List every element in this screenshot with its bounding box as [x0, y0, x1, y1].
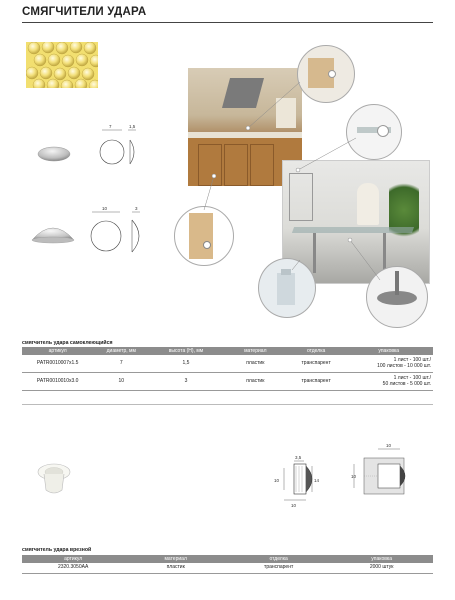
section2-table	[22, 555, 433, 574]
cell-article: 2320.3050АА	[22, 563, 124, 574]
section2-title: смягчитель удара врезной	[22, 547, 92, 553]
col-finish: отделка	[227, 555, 330, 563]
col-material: материал	[124, 555, 227, 563]
cell-package: 2000 штук	[330, 563, 433, 574]
dim-small-width: 7	[109, 124, 112, 129]
cell-finish: трaнспарент	[288, 355, 345, 373]
col-article: артикул	[22, 347, 93, 355]
dim-r2-diam: 10	[351, 474, 357, 479]
cell-material: пластик	[124, 563, 227, 574]
package-line-1: 1 лист - 100 шт./	[393, 356, 431, 363]
dim-r1-top: 3,5	[295, 455, 302, 460]
section-divider	[22, 404, 433, 405]
dim-small-height: 1,5	[129, 124, 136, 129]
cell-finish: транспарент	[288, 373, 345, 391]
section1-table	[22, 347, 433, 391]
col-height: высота (Н), мм	[149, 347, 223, 355]
cell-material: пластик	[223, 355, 288, 373]
col-article: артикул	[22, 555, 124, 563]
col-package: упаковка	[344, 347, 433, 355]
cell-finish: транспарент	[227, 563, 330, 574]
cell-height: 3	[149, 373, 223, 391]
package-line-2: 100 листов - 10 000 шт.	[377, 362, 431, 369]
cell-material: пластик	[223, 373, 288, 391]
section2-header-row	[22, 555, 433, 563]
recessed-drawing-left	[264, 452, 326, 515]
cell-article: PATR0010007х1.5	[22, 355, 93, 373]
col-material: материал	[223, 347, 288, 355]
cell-height: 1,5	[149, 355, 223, 373]
package-line-2: 50 листов - 5 000 шт.	[382, 380, 431, 387]
dim-r2-top: 10	[386, 443, 392, 448]
cell-package	[344, 373, 433, 391]
col-finish: отделка	[288, 347, 345, 355]
table-row	[22, 373, 433, 391]
section1-header-row	[22, 347, 433, 355]
page-title: СМЯГЧИТЕЛИ УДАРА	[22, 6, 147, 18]
cell-package	[344, 355, 433, 373]
table-row	[22, 563, 433, 574]
dim-r1-diam2: 14	[314, 478, 320, 483]
cell-diameter: 10	[93, 373, 149, 391]
recessed-drawing-right	[350, 440, 422, 511]
col-package: упаковка	[330, 555, 433, 563]
recessed-bumper-photo	[34, 460, 74, 505]
section1-title: смягчитель удара самоклеющийся	[22, 340, 113, 346]
cell-article: PATR0010010х3.0	[22, 373, 93, 391]
dim-r1-diam1: 10	[274, 478, 280, 483]
col-diameter: диаметр, мм	[93, 347, 149, 355]
table-row	[22, 355, 433, 373]
cell-diameter: 7	[93, 355, 149, 373]
package-line-1: 1 лист - 100 шт./	[393, 374, 431, 381]
dim-large-width: 10	[102, 206, 108, 211]
dim-large-height: 3	[135, 206, 138, 211]
dim-r1-bottom: 10	[291, 503, 297, 508]
